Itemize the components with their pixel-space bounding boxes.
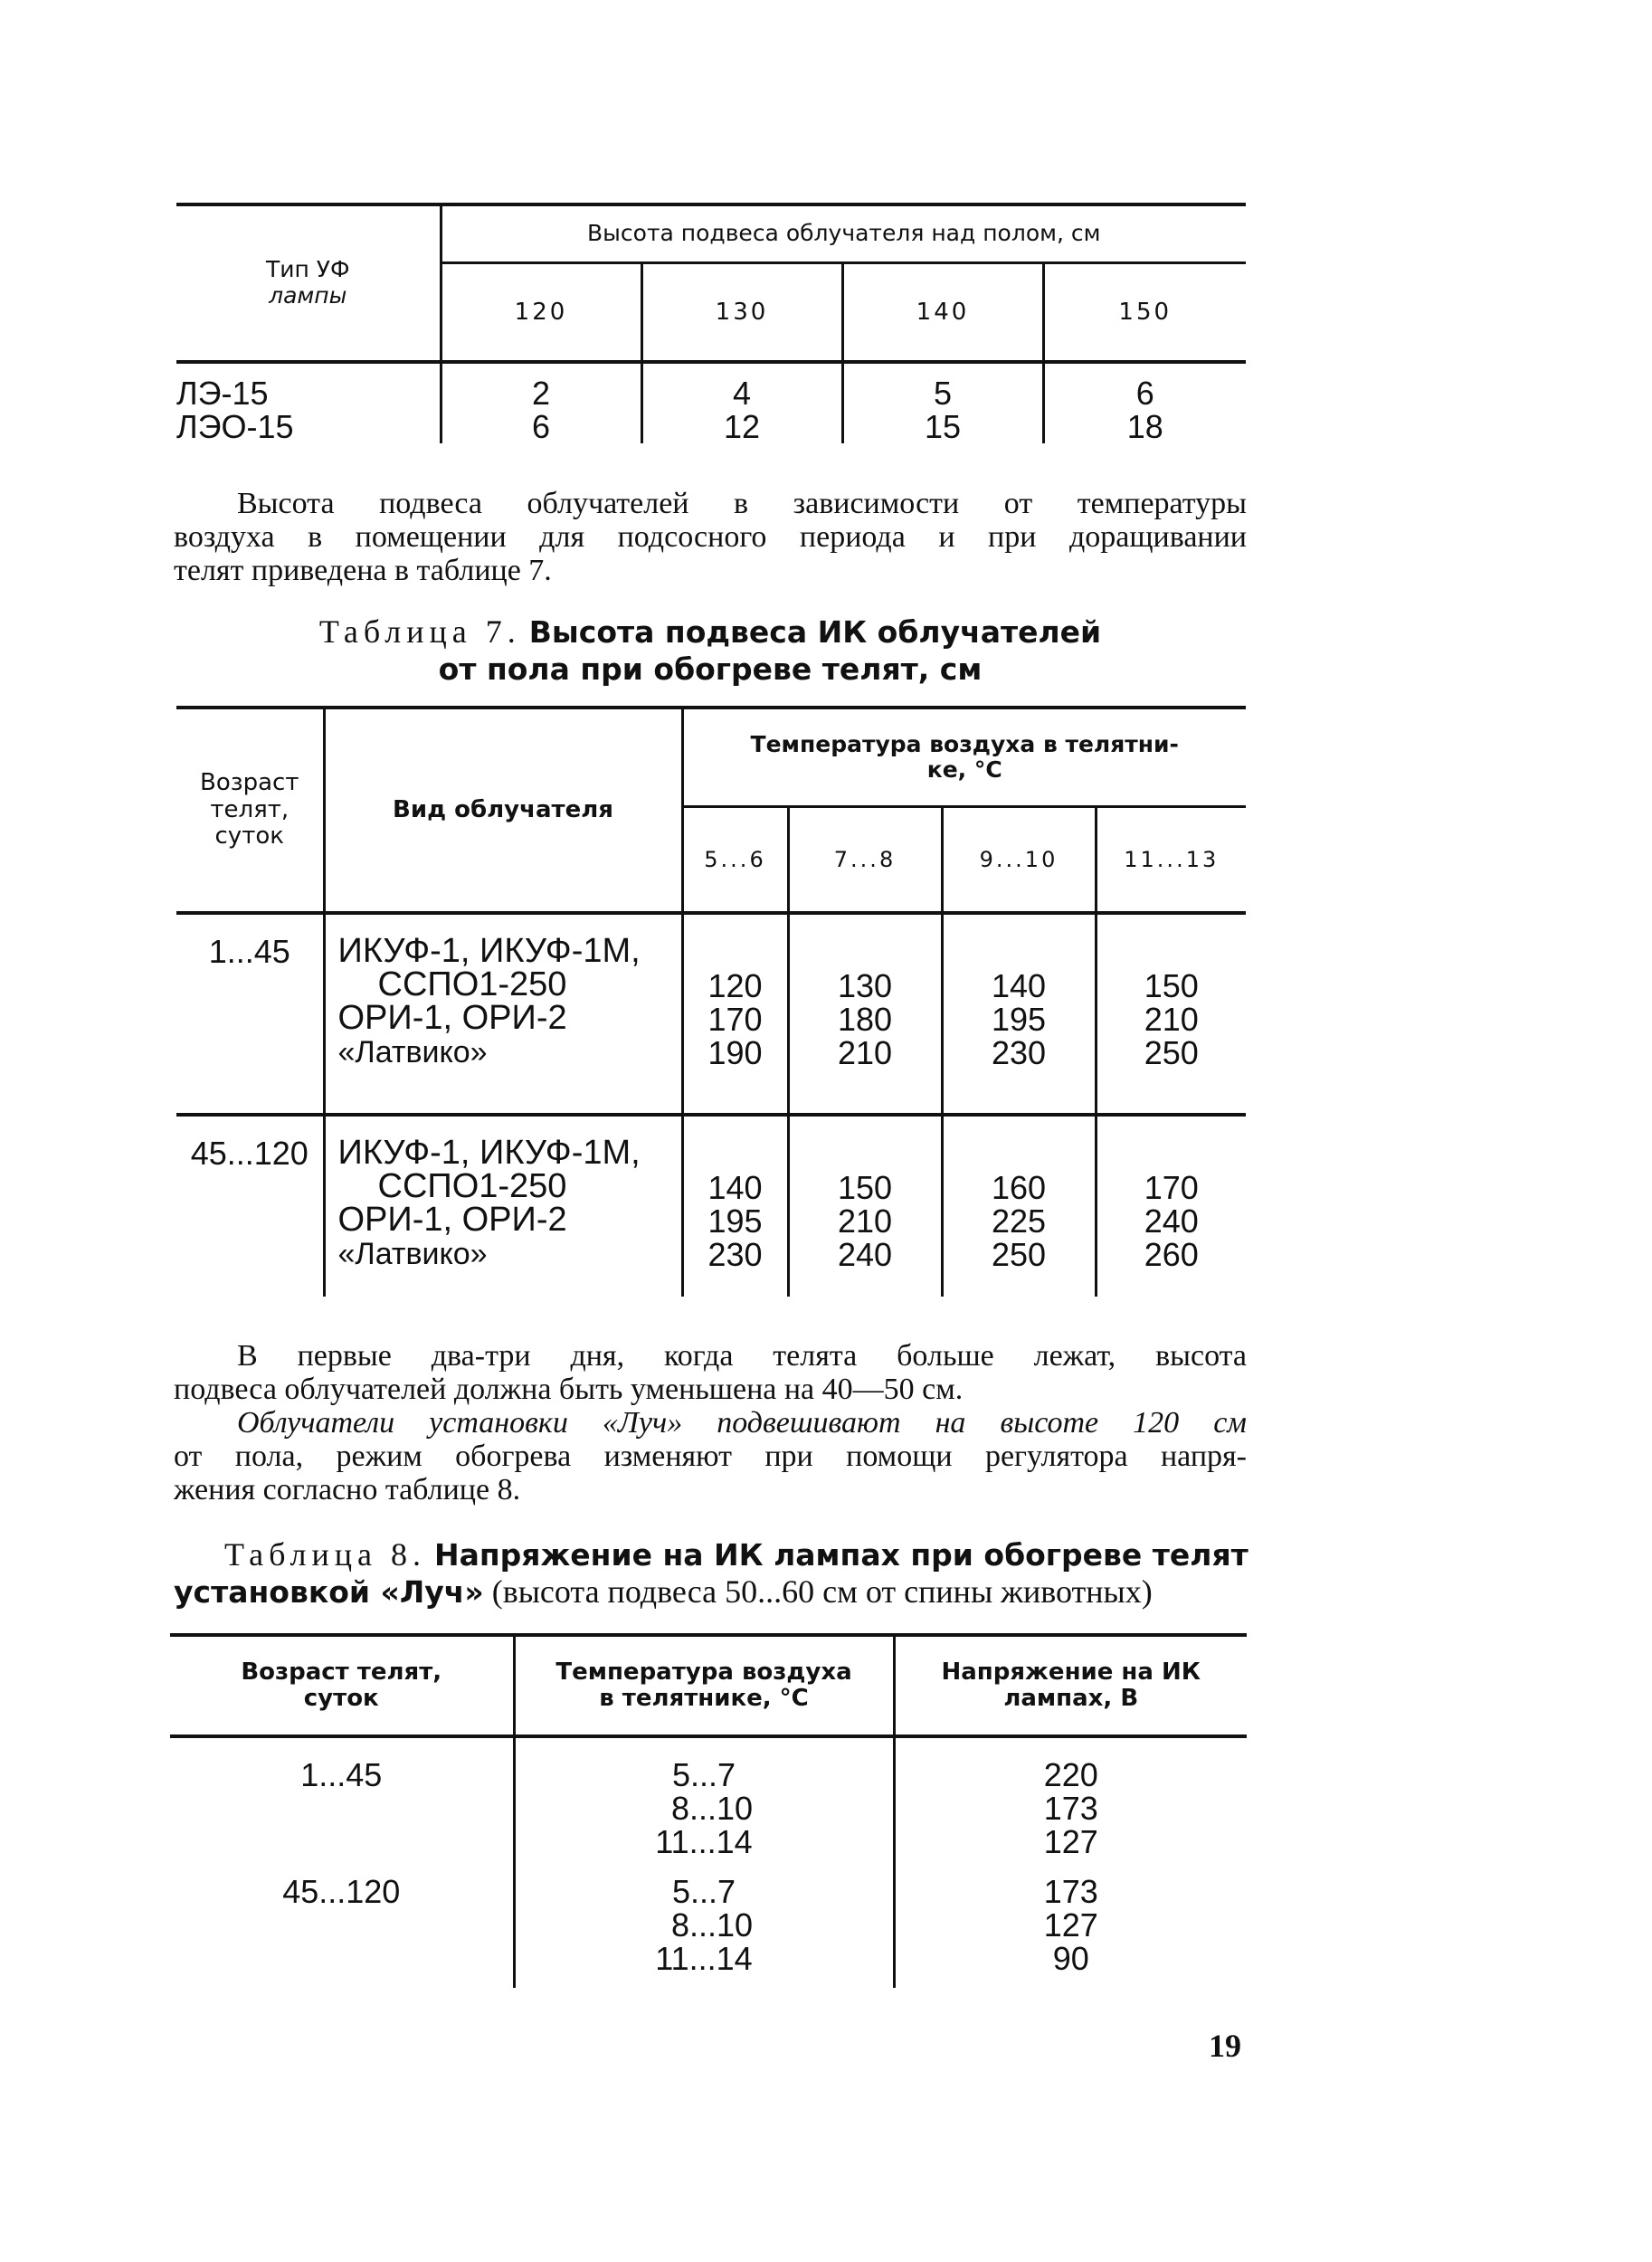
temp-col-header: 11...13 xyxy=(1096,806,1246,913)
table-row xyxy=(170,1875,1247,1975)
value-cell: 150 210 240 xyxy=(788,1136,942,1271)
height-col-header: 120 xyxy=(441,262,641,362)
temperature-group-header: Температура воздуха в телятни- ке, °С xyxy=(682,709,1246,806)
value-cell: 150 210 250 xyxy=(1096,935,1246,1069)
age-header: Возраст телят, суток xyxy=(200,768,299,851)
voltage-cell: 173 127 90 xyxy=(894,1875,1247,1975)
heater-type-header: Вид облучателя xyxy=(324,709,682,913)
lamp-type-cell: ЛЭО-15 xyxy=(176,408,294,445)
age-cell: 1...45 xyxy=(300,1756,383,1793)
paragraph-first-days: В первые два-три дня, когда телята больше лежат, высота подвеса облучателей должна быть уменьшена на 40—50 см. xyxy=(174,1339,1247,1406)
value-cell: 2 xyxy=(441,376,641,410)
age-cell: 45...120 xyxy=(282,1873,401,1910)
table-row xyxy=(170,1758,1247,1858)
uv-lamp-height-table xyxy=(176,203,1246,443)
height-col-header: 140 xyxy=(842,262,1043,362)
height-col-header: 150 xyxy=(1043,262,1246,362)
value-cell: 160 225 250 xyxy=(942,1136,1096,1271)
lamp-type-cell: ЛЭ-15 xyxy=(176,375,269,412)
voltage-cell: 220 173 127 xyxy=(894,1758,1247,1858)
age-cell: 1...45 xyxy=(208,933,290,970)
table7-caption: Таблица 7. Высота подвеса ИК облучателей от пола при обогреве телят, см xyxy=(318,613,1102,687)
value-cell: 18 xyxy=(1043,410,1246,443)
table-row xyxy=(176,376,1246,410)
page-number: 19 xyxy=(1209,2028,1241,2064)
paragraph-intro-table7: Высота подвеса облучателей в зависимости от температуры воздуха в помещении для подсосного периода и при доращивании телят приведена в таблице 7. xyxy=(174,487,1247,587)
value-cell: 15 xyxy=(842,410,1043,443)
temp-col-header: 9...10 xyxy=(942,806,1096,913)
value-cell: 140 195 230 xyxy=(682,1136,788,1271)
value-cell: 170 240 260 xyxy=(1096,1136,1246,1271)
value-cell: 4 xyxy=(641,376,842,410)
value-cell: 130 180 210 xyxy=(788,935,942,1069)
paragraph-luch-installation: Облучатели установки «Луч» подвешивают на высоте 120 см от пола, режим обогрева изменяют при помощи регулятора напря- жения согласно таблице 8. xyxy=(174,1406,1247,1506)
age-header: Возраст телят, суток xyxy=(241,1658,442,1712)
temp-col-header: 7...8 xyxy=(788,806,942,913)
age-cell: 45...120 xyxy=(190,1135,309,1172)
temperature-header: Температура воздуха в телятнике, °С xyxy=(514,1637,894,1736)
table8-caption: Таблица 8. Напряжение на ИК лампах при обогреве телят установкой «Луч» (высота подвеса 50...60 см от спины животных) xyxy=(174,1536,1248,1610)
temperature-cell: 5...7 8...10 11...14 xyxy=(514,1875,894,1975)
table-row xyxy=(176,1136,1246,1271)
voltage-header: Напряжение на ИК лампах, В xyxy=(894,1637,1247,1736)
value-cell: 6 xyxy=(1043,376,1246,410)
heater-type-cell: ИКУФ-1, ИКУФ-1М, ССПО1-250 ОРИ-1, ОРИ-2 «Латвико» xyxy=(324,1136,682,1271)
value-cell: 5 xyxy=(842,376,1043,410)
heater-type-cell: ИКУФ-1, ИКУФ-1М, ССПО1-250 ОРИ-1, ОРИ-2 «Латвико» xyxy=(324,935,682,1069)
value-cell: 12 xyxy=(641,410,842,443)
value-cell: 120 170 190 xyxy=(682,935,788,1069)
ir-lamp-voltage-table xyxy=(170,1633,1247,1988)
table-row xyxy=(176,935,1246,1069)
temp-col-header: 5...6 xyxy=(682,806,788,913)
height-group-header: Высота подвеса облучателя над полом, см xyxy=(441,206,1246,262)
temperature-cell: 5...7 8...10 11...14 xyxy=(514,1758,894,1858)
value-cell: 6 xyxy=(441,410,641,443)
value-cell: 140 195 230 xyxy=(942,935,1096,1069)
height-col-header: 130 xyxy=(641,262,842,362)
ir-heater-height-table xyxy=(176,706,1246,1297)
table-row xyxy=(176,410,1246,443)
lamp-type-header: Тип УФ лампы xyxy=(265,256,350,309)
